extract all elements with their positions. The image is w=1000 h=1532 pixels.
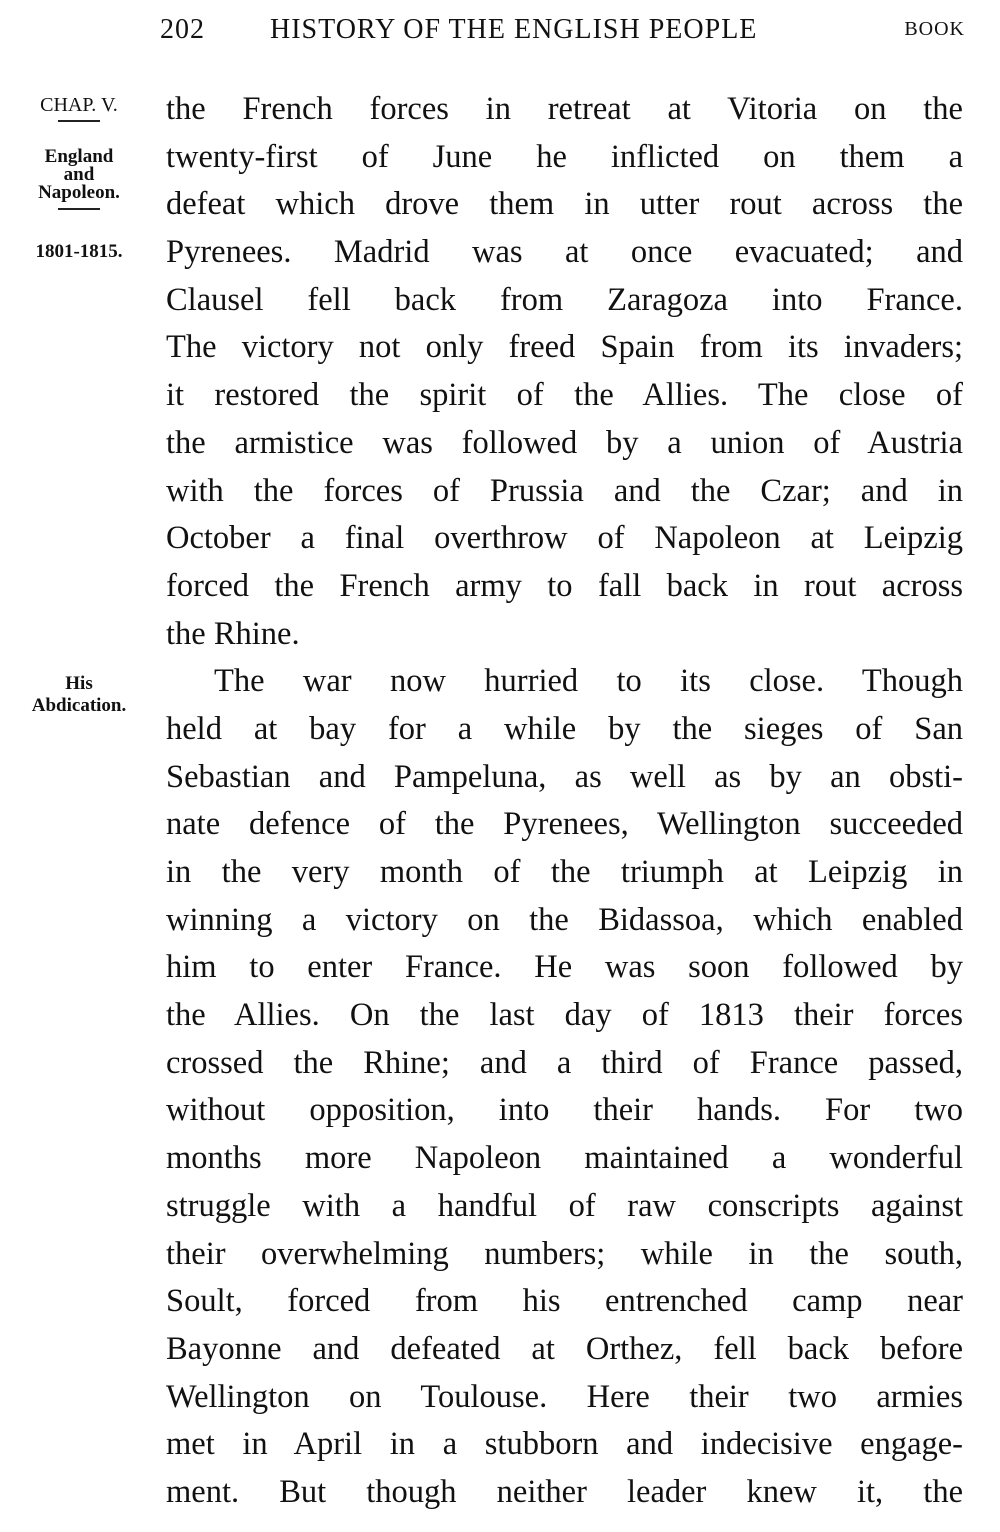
- abdication-line-2: Abdication.: [31, 695, 127, 716]
- text-line: crossed the Rhine; and a third of France passed,: [166, 1044, 963, 1081]
- running-header: [160, 14, 965, 54]
- text-line: the armistice was followed by a union of Austria: [166, 424, 963, 461]
- text-line: nate defence of the Pyrenees, Wellington succeeded: [166, 806, 963, 843]
- text-line: without opposition, into their hands. For two: [166, 1092, 963, 1129]
- text-line: held at bay for a while by the sieges of San: [166, 710, 963, 747]
- text-line: Clausel fell back from Zaragoza into France.: [166, 281, 963, 318]
- text-line: struggle with a handful of raw conscripts against: [166, 1187, 963, 1224]
- text-line: Bayonne and defeated at Orthez, fell back before: [166, 1330, 963, 1367]
- chapter-label: CHAP. V.: [40, 94, 118, 116]
- text-line: months more Napoleon maintained a wonderful: [166, 1140, 963, 1177]
- text-line: The victory not only freed Spain from its invaders;: [166, 329, 963, 366]
- body-text: [166, 86, 963, 1517]
- book-label: BOOK: [904, 18, 965, 40]
- text-line: him to enter France. He was soon followed by: [166, 949, 963, 986]
- text-line: the Allies. On the last day of 1813 their forces: [166, 997, 963, 1034]
- text-line: met in April in a stubborn and indecisive engage-: [166, 1426, 963, 1463]
- text-line: with the forces of Prussia and the Czar; and in: [166, 472, 963, 509]
- text-line: the French forces in retreat at Vitoria on the: [166, 91, 963, 127]
- sidenote-chapter: [0, 94, 158, 124]
- running-title: HISTORY OF THE ENGLISH PEOPLE: [270, 14, 758, 45]
- text-line: The war now hurried to its close. Though: [214, 663, 963, 700]
- sidenote-dates: 1801-1815.: [35, 241, 123, 262]
- abdication-line-1: His: [65, 673, 93, 694]
- text-line: the Rhine.: [166, 615, 300, 652]
- divider: [58, 208, 100, 210]
- sidenote-abdication: [0, 673, 158, 717]
- text-line: winning a victory on the Bidassoa, which enabled: [166, 901, 963, 938]
- sidenote-section: [0, 146, 158, 212]
- divider: [58, 120, 100, 122]
- text-line: forced the French army to fall back in rout across: [166, 567, 963, 604]
- section-line-1: England: [44, 146, 114, 167]
- text-line: Wellington on Toulouse. Here their two armies: [166, 1378, 963, 1415]
- text-line: it restored the spirit of the Allies. The close of: [166, 377, 963, 414]
- text-line: twenty-first of June he inflicted on them a: [166, 138, 963, 175]
- page-number: 202: [160, 14, 205, 45]
- section-line-3: Napoleon.: [38, 182, 120, 203]
- section-line-2: and: [63, 164, 95, 185]
- text-line: defeat which drove them in utter rout across the: [166, 186, 963, 223]
- text-line: Sebastian and Pampeluna, as well as by an obsti-: [166, 758, 963, 795]
- text-line: their overwhelming numbers; while in the south,: [166, 1235, 963, 1272]
- text-line: in the very month of the triumph at Leipzig in: [166, 854, 963, 890]
- text-line: October a final overthrow of Napoleon at Leipzig: [166, 520, 963, 557]
- text-line: Soult, forced from his entrenched camp near: [166, 1283, 963, 1320]
- text-line: ment. But though neither leader knew it, the: [166, 1473, 963, 1510]
- text-line: Pyrenees. Madrid was at once evacuated; and: [166, 234, 963, 271]
